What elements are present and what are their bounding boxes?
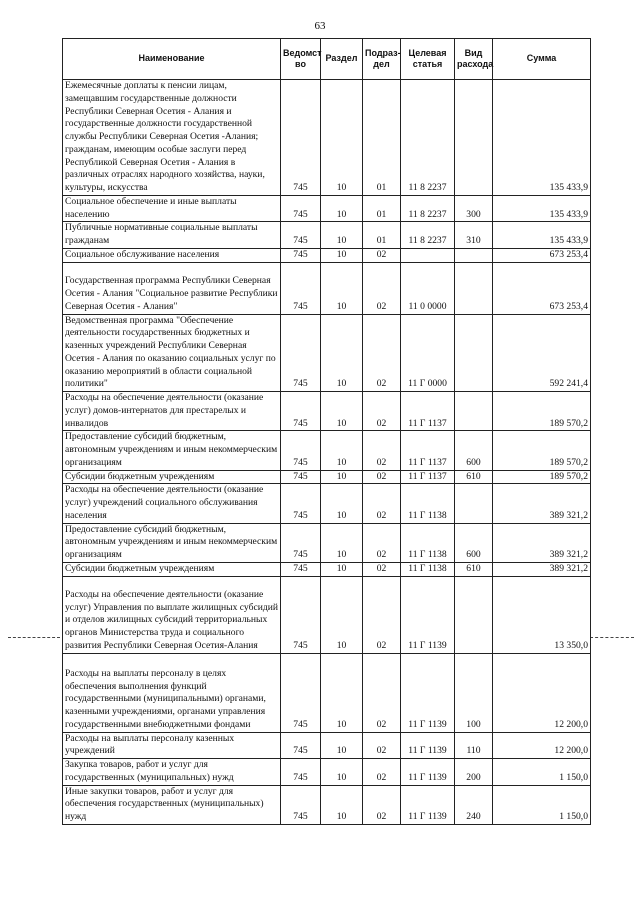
table-row [63,431,591,470]
cell-name: Ведомственная программа "Обеспечение деятельности государственных бюджетных и казенных учреждений Республики Северная Осетия - Алания по оказанию социальных услуг по оказанию мероприятий в области социальной политики" [63,314,281,392]
table-row [63,785,591,824]
cell-tsel: 11 Г 1137 [401,431,455,470]
cell-razdel: 10 [321,431,363,470]
cell-name: Расходы на обеспечение деятельности (оказание услуг) Управления по выплате жилищных субсидий и отделов жилищных субсидий территориальных органов Министерства труда и социального развития Республики Северная Осетия-Алания [63,576,281,653]
cell-summa: 189 570,2 [493,431,591,470]
table-row [63,195,591,222]
cell-name: Субсидии бюджетным учреждениям [63,562,281,576]
table-row [63,759,591,786]
cell-razdel: 10 [321,653,363,732]
cell-podrazdel: 02 [363,314,401,392]
table-row [63,314,591,392]
header-vid: Вид расхода [455,39,493,80]
cell-summa: 12 200,0 [493,732,591,759]
cell-summa: 189 570,2 [493,392,591,431]
cell-ved: 745 [281,431,321,470]
table-row [63,523,591,562]
cell-ved: 745 [281,80,321,196]
cell-podrazdel: 02 [363,576,401,653]
cell-name: Предоставление субсидий бюджетным, автономным учреждениям и иным некоммерческим организациям [63,431,281,470]
table-row [63,576,591,653]
cell-tsel: 11 8 2237 [401,222,455,249]
cell-tsel: 11 Г 1139 [401,785,455,824]
cell-tsel: 11 Г 1138 [401,523,455,562]
cell-tsel: 11 Г 1138 [401,484,455,523]
cell-razdel: 10 [321,80,363,196]
cell-summa: 389 321,2 [493,562,591,576]
cell-ved: 745 [281,484,321,523]
cell-vid: 310 [455,222,493,249]
cell-vid [455,576,493,653]
cell-name: Ежемесячные доплаты к пенсии лицам, замещавшим государственные должности Республики Северная Осетия - Алания и государственные должности государственной службы Республики Северная Осетия -Алания; гражданам, имеющим особые заслуги перед Республикой Северная Осетия - Алания в различных отраслях народного хозяйства, науки, культуры, искусства [63,80,281,196]
cell-podrazdel: 01 [363,222,401,249]
cell-ved: 745 [281,314,321,392]
scan-artifact-line-right [590,637,634,638]
cell-tsel: 11 Г 1137 [401,392,455,431]
cell-tsel [401,248,455,262]
cell-razdel: 10 [321,523,363,562]
cell-vid: 610 [455,470,493,484]
cell-razdel: 10 [321,562,363,576]
table-row [63,392,591,431]
cell-tsel: 11 Г 1139 [401,653,455,732]
cell-name: Расходы на выплаты персоналу казенных учреждений [63,732,281,759]
cell-podrazdel: 02 [363,653,401,732]
cell-ved: 745 [281,523,321,562]
header-tsel: Целевая статья [401,39,455,80]
cell-podrazdel: 02 [363,262,401,314]
cell-vid: 600 [455,431,493,470]
cell-razdel: 10 [321,248,363,262]
cell-vid: 600 [455,523,493,562]
header-podrazdel: Подраз- дел [363,39,401,80]
cell-tsel: 11 Г 1139 [401,759,455,786]
cell-podrazdel: 02 [363,470,401,484]
cell-podrazdel: 02 [363,562,401,576]
header-name: Наименование [63,39,281,80]
cell-summa: 389 321,2 [493,523,591,562]
cell-razdel: 10 [321,262,363,314]
cell-podrazdel: 01 [363,80,401,196]
cell-name: Социальное обеспечение и иные выплаты населению [63,195,281,222]
cell-razdel: 10 [321,785,363,824]
cell-ved: 745 [281,785,321,824]
cell-razdel: 10 [321,195,363,222]
cell-name: Социальное обслуживание населения [63,248,281,262]
cell-summa: 135 433,9 [493,195,591,222]
table-row [63,562,591,576]
cell-ved: 745 [281,470,321,484]
cell-summa: 673 253,4 [493,248,591,262]
cell-ved: 745 [281,222,321,249]
cell-podrazdel: 02 [363,431,401,470]
cell-name: Субсидии бюджетным учреждениям [63,470,281,484]
cell-razdel: 10 [321,484,363,523]
cell-tsel: 11 0 0000 [401,262,455,314]
cell-summa: 592 241,4 [493,314,591,392]
cell-vid [455,484,493,523]
table-row [63,248,591,262]
cell-vid [455,80,493,196]
cell-tsel: 11 Г 1137 [401,470,455,484]
cell-summa: 1 150,0 [493,759,591,786]
cell-vid [455,314,493,392]
cell-ved: 745 [281,653,321,732]
cell-ved: 745 [281,732,321,759]
table-row [63,222,591,249]
table-row [63,732,591,759]
cell-name: Расходы на обеспечение деятельности (оказание услуг) учреждений социального обслуживания населения [63,484,281,523]
cell-podrazdel: 02 [363,523,401,562]
cell-summa: 13 350,0 [493,576,591,653]
cell-podrazdel: 02 [363,248,401,262]
cell-podrazdel: 02 [363,484,401,523]
page-number: 63 [314,20,326,32]
table-body [63,80,591,825]
cell-name: Публичные нормативные социальные выплаты гражданам [63,222,281,249]
cell-ved: 745 [281,759,321,786]
cell-podrazdel: 02 [363,785,401,824]
cell-vid: 200 [455,759,493,786]
cell-tsel: 11 8 2237 [401,195,455,222]
cell-tsel: 11 Г 0000 [401,314,455,392]
cell-summa: 189 570,2 [493,470,591,484]
cell-name: Иные закупки товаров, работ и услуг для обеспечения государственных (муниципальных) нужд [63,785,281,824]
cell-summa: 673 253,4 [493,262,591,314]
cell-ved: 745 [281,248,321,262]
cell-vid: 100 [455,653,493,732]
cell-vid: 110 [455,732,493,759]
cell-summa: 1 150,0 [493,785,591,824]
cell-razdel: 10 [321,759,363,786]
cell-ved: 745 [281,576,321,653]
table-header-row [63,39,591,80]
cell-podrazdel: 02 [363,732,401,759]
cell-vid: 240 [455,785,493,824]
header-razdel: Раздел [321,39,363,80]
cell-vid [455,262,493,314]
cell-name: Закупка товаров, работ и услуг для государственных (муниципальных) нужд [63,759,281,786]
budget-table [62,38,591,825]
cell-ved: 745 [281,262,321,314]
cell-podrazdel: 02 [363,759,401,786]
cell-razdel: 10 [321,470,363,484]
cell-tsel: 11 Г 1139 [401,732,455,759]
cell-razdel: 10 [321,576,363,653]
cell-vid [455,392,493,431]
header-ved: Ведомст во [281,39,321,80]
cell-ved: 745 [281,195,321,222]
cell-name: Предоставление субсидий бюджетным, автономным учреждениям и иным некоммерческим организациям [63,523,281,562]
table-row [63,262,591,314]
cell-tsel: 11 Г 1139 [401,576,455,653]
cell-summa: 135 433,9 [493,222,591,249]
cell-summa: 389 321,2 [493,484,591,523]
cell-tsel: 11 Г 1138 [401,562,455,576]
cell-name: Государственная программа Республики Северная Осетия - Алания "Социальное развитие Республики Северная Осетия - Алания" [63,262,281,314]
table-row [63,80,591,196]
cell-name: Расходы на выплаты персоналу в целях обеспечения выполнения функций государственными (муниципальными) органами, казенными учреждениями, органами управления государственными внебюджетными фондами [63,653,281,732]
cell-razdel: 10 [321,314,363,392]
cell-vid [455,248,493,262]
cell-razdel: 10 [321,392,363,431]
cell-summa: 12 200,0 [493,653,591,732]
cell-name: Расходы на обеспечение деятельности (оказание услуг) домов-интернатов для престарелых и инвалидов [63,392,281,431]
cell-ved: 745 [281,562,321,576]
cell-podrazdel: 01 [363,195,401,222]
cell-podrazdel: 02 [363,392,401,431]
table-row [63,470,591,484]
cell-razdel: 10 [321,732,363,759]
cell-razdel: 10 [321,222,363,249]
cell-tsel: 11 8 2237 [401,80,455,196]
cell-vid: 610 [455,562,493,576]
header-summa: Сумма [493,39,591,80]
cell-vid: 300 [455,195,493,222]
cell-summa: 135 433,9 [493,80,591,196]
cell-ved: 745 [281,392,321,431]
scan-artifact-line-left [8,637,60,638]
table-row [63,484,591,523]
table-row [63,653,591,732]
